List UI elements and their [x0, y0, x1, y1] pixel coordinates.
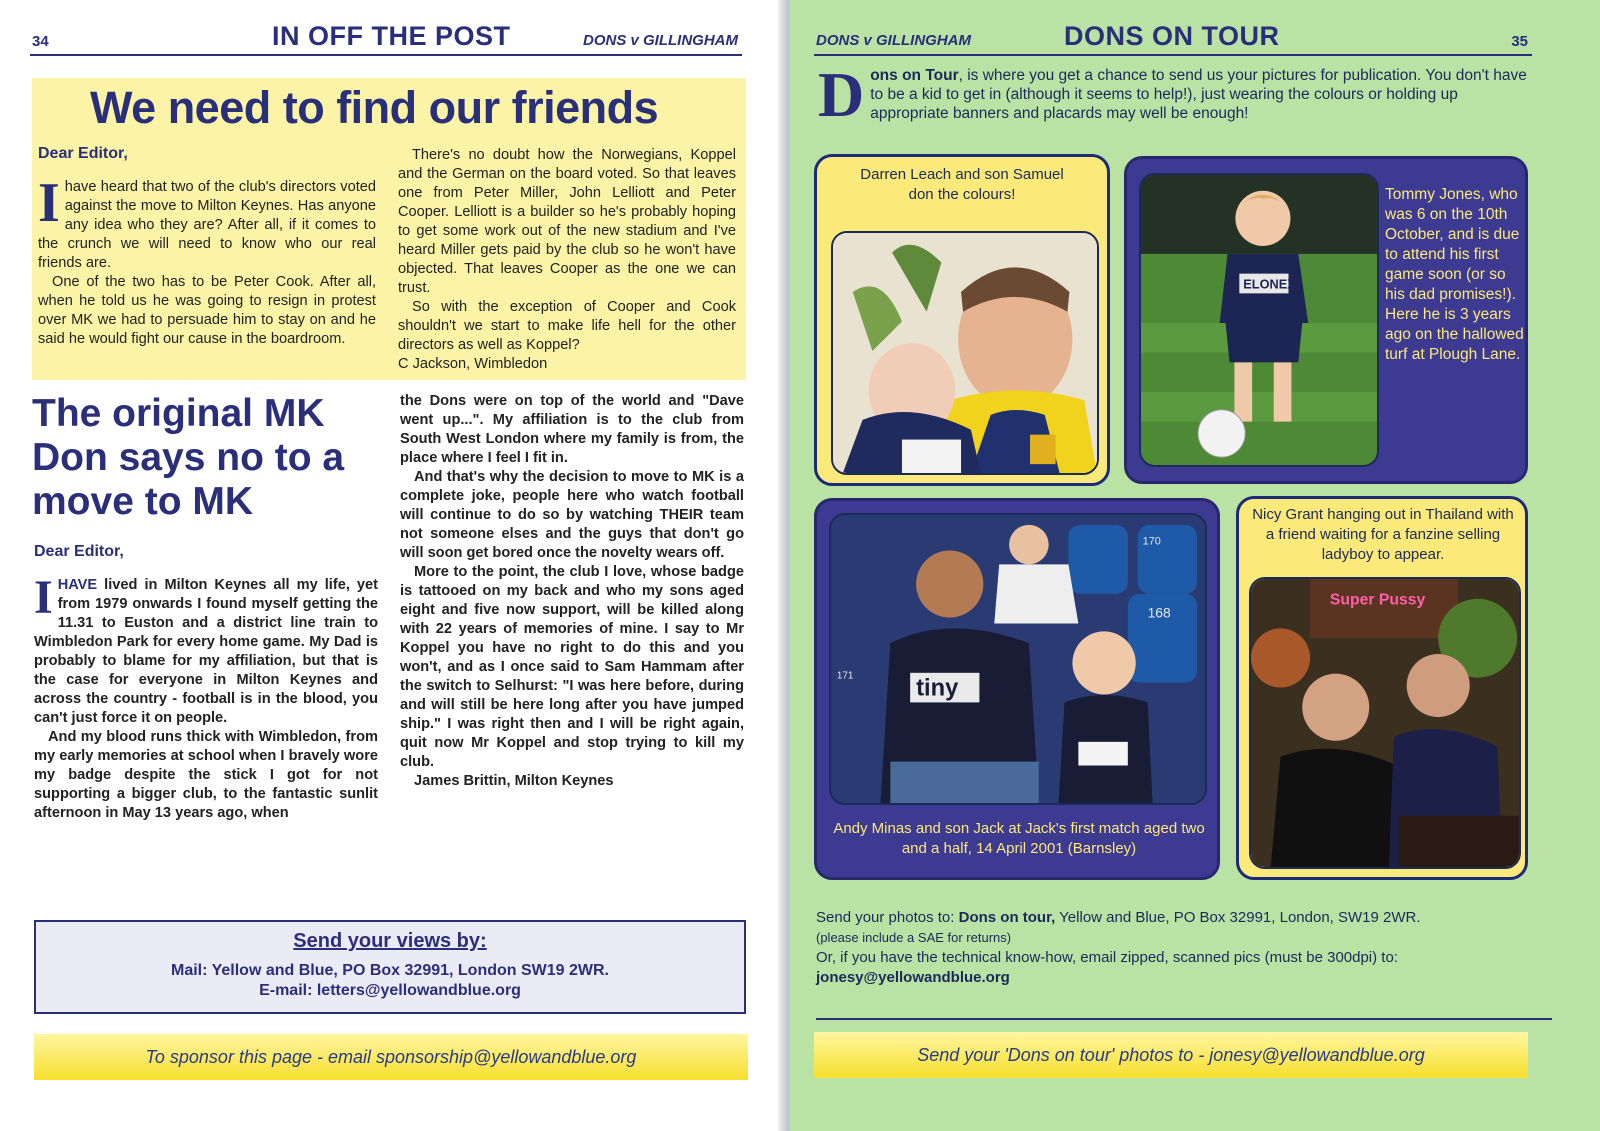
letter2-column-2 [400, 392, 744, 791]
letter2-p3: the Dons were on top of the world and "Dave went up...". My affiliation is to the club from South West London where my family is from, the place where I feel I fit in. [400, 393, 744, 466]
page-number: 35 [1511, 33, 1528, 50]
letter2-salutation: Dear Editor, [34, 543, 124, 560]
letter1-column-2 [398, 146, 736, 374]
letter1-column-1 [38, 172, 376, 349]
divider-line [816, 1018, 1552, 1020]
page-number: 34 [32, 33, 49, 50]
send-photos-email[interactable]: jonesy@yellowandblue.org [816, 969, 1010, 986]
match-title: DONS v GILLINGHAM [816, 32, 972, 49]
letter2-p5: More to the point, the club I love, whose badge is tattooed on my back and who my sons aged eight and five now support, will be killed along with 22 years of memories of mine. I say to Mr Koppel you have no right to do this and you won't, and as I once said to Sam Hammam after the switch to Selhurst: "I was here before, during and will still be here long after you have jumped ship." I was right then and I will be right again, quit now Mr Koppel and stop trying to kill my club. [400, 564, 744, 770]
photo-tommy [1139, 173, 1379, 467]
letter1-p3: There's no doubt how the Norwegians, Koppel and the German on the board voted. So that leaves one from Peter Miller, John Lelliott and Peter Cooper. Lelliott is a builder so he's probably hoping to get some work out of the new stadium and I've heard Miller gets paid by the club so he won't have objected. That leaves Cooper as the one we can trust. [398, 147, 736, 296]
page-header [814, 14, 1532, 56]
caption-nicy: Nicy Grant hanging out in Thailand with a friend waiting for a fanzine selling ladyboy to appear. [1252, 506, 1514, 563]
send-photos-bold: Dons on tour, [958, 909, 1056, 926]
intro-body: , is where you get a chance to send us your pictures for publication. You don't have to be a kid to get in (although it seems to help!), just wearing the colours or holding up appropriate banners and placards may well be enough! [870, 67, 1527, 122]
letter1-p1: have heard that two of the club's directors voted against the move to Milton Keynes. Has anyone any idea who they are? After all, if it comes to the crunch we will need to know who our real friends are. [38, 179, 376, 271]
shirt-sponsor-andy: tiny [916, 675, 959, 702]
send-photos-line2: Or, if you have the technical know-how, email zipped, scanned pics (must be 300dpi) to: [816, 949, 1398, 966]
letter1-signature: C Jackson, Wimbledon [398, 356, 548, 372]
caption-darren: Darren Leach and son Samuel don the colours! [860, 166, 1064, 203]
letter1-salutation: Dear Editor, [38, 145, 128, 162]
right-page [790, 0, 1600, 1131]
shirt-sponsor-tommy: ELONEX [1243, 276, 1296, 292]
letter2-dropcap: I [34, 571, 53, 624]
letter1-dropcap: I [38, 172, 60, 234]
letter2-p2: And my blood runs thick with Wimbledon, from my early memories at school when I bravely wore my badge despite the stick I got for not supporting a bigger club, to the fantastic sunlit afternoon in May 13 years ago, when [34, 729, 378, 821]
photo-darren [831, 231, 1099, 475]
intro-text [818, 59, 1530, 130]
letter2-p4: And that's why the decision to move to MK is a complete joke, people here who watch football will continue to do so by watching THEIR team not someone elses and the guys that don't go will soon get bored once the novelty wears off. [400, 469, 744, 561]
photo-card-darren [814, 154, 1110, 486]
send-views-box [34, 920, 746, 1014]
letter1-p4: So with the exception of Cooper and Cook shouldn't we start to make life hell for the other directors as well as Koppel? [398, 299, 736, 353]
letter1-p2: One of the two has to be Peter Cook. After all, when he told us he was going to resign in protest over MK we had to persuade him to stay on and he said he would fight our cause in the boardroom. [38, 274, 376, 347]
seat-number-1: 170 [1142, 535, 1161, 548]
match-title: DONS v GILLINGHAM [582, 32, 738, 49]
photo-card-nicy [1236, 496, 1528, 880]
photo-andy [829, 513, 1207, 805]
letter2-column-1 [34, 571, 378, 823]
send-photos-info [816, 908, 1556, 988]
seat-number-2: 168 [1147, 604, 1171, 621]
send-photos-address: Yellow and Blue, PO Box 32991, London, SW19 2WR. [1055, 909, 1421, 926]
section-title: DONS ON TOUR [1064, 21, 1280, 51]
letter2-headline: The original MK Don says no to a move to MK [32, 392, 345, 523]
seat-number-3: 171 [836, 670, 854, 682]
neon-sign: Super Pussy [1329, 591, 1426, 609]
letter1-headline: We need to find our friends [90, 82, 659, 133]
intro-dropcap: D [818, 59, 865, 130]
photo-card-tommy [1124, 156, 1528, 484]
letter2-p1: lived in Milton Keynes all my life, yet from 1979 onwards I found myself getting the 11.31 to Euston and a district line train to Wimbledon Park for every home game. My Dad is probably to blame for my affiliation, but that is the case for everyone in Milton Keynes and across the country - football is in the blood, you can't just force it on people. [34, 577, 378, 726]
photo-nicy [1249, 577, 1521, 869]
section-title: IN OFF THE POST [272, 21, 511, 51]
intro-lead: ons on Tour [870, 67, 959, 84]
photos-banner[interactable]: Send your 'Dons on tour' photos to - jonesy@yellowandblue.org [814, 1032, 1528, 1078]
letter2-signature: James Brittin, Milton Keynes [414, 773, 614, 789]
caption-andy: Andy Minas and son Jack at Jack's first match aged two and a half, 14 April 2001 (Barnsley) [833, 820, 1205, 857]
send-views-mail: Mail: Yellow and Blue, PO Box 32991, London SW19 2WR. [170, 962, 609, 979]
send-photos-note: (please include a SAE for returns) [816, 930, 1012, 945]
page-header [30, 14, 742, 56]
send-views-email[interactable]: E-mail: letters@yellowandblue.org [259, 982, 521, 999]
sponsor-banner[interactable]: To sponsor this page - email sponsorship@yellowandblue.org [34, 1034, 748, 1080]
send-views-title: Send your views by: [293, 930, 487, 952]
photo-card-andy [814, 498, 1220, 880]
letter2-lead: HAVE [57, 577, 98, 593]
send-photos-lead: Send your photos to: [816, 909, 959, 926]
left-page [0, 0, 785, 1131]
caption-tommy: Tommy Jones, who was 6 on the 10th October, and is due to attend his first game soon (or so his dad promises!). Here he is 3 years ago on the hallowed turf at Plough Lane. [1385, 186, 1524, 363]
